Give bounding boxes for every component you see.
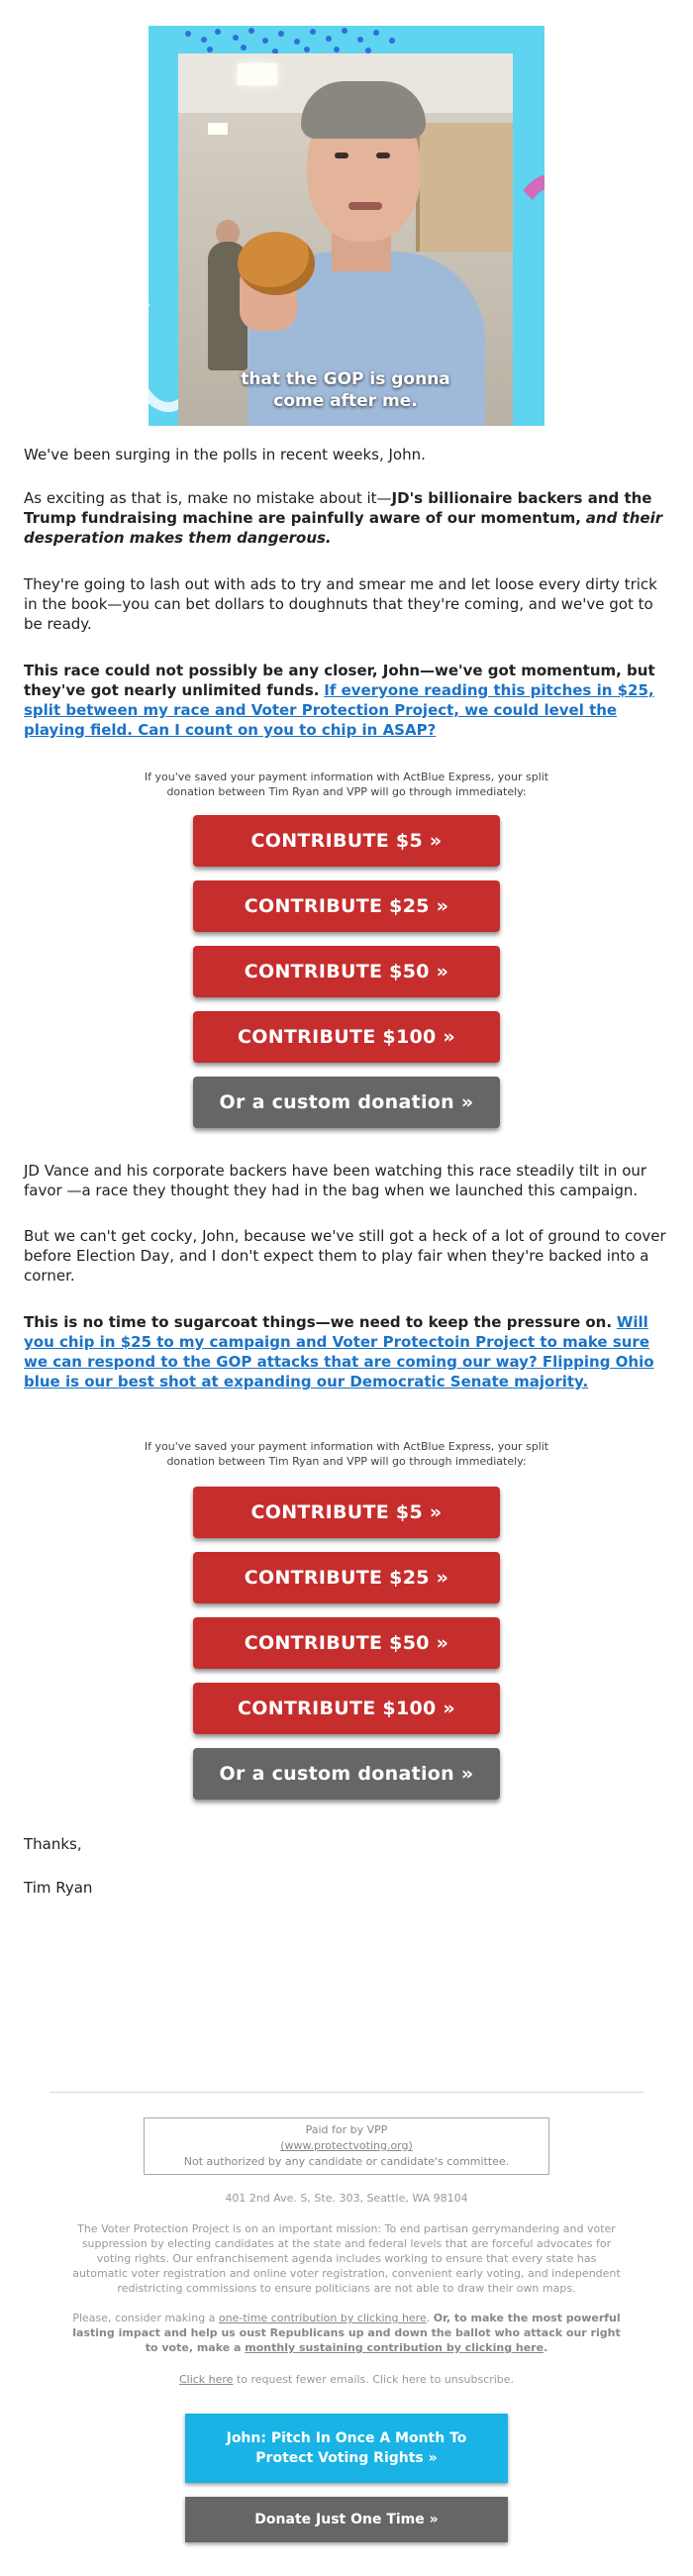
paragraph-ask-2: This is no time to sugarcoat things—we need to keep the pressure on. Will you chip in $25 to my campaign and Voter Protectoin Project to make sure we can respond to the GOP attacks that are coming our way? Flipping Ohio blue is our best shot at expanding our Democratic Senate majority. <box>24 1313 654 1391</box>
custom-donation-button-2[interactable]: Or a custom donation » <box>193 1748 500 1800</box>
signature: Tim Ryan <box>24 1879 93 1897</box>
contribution-appeal: Please, consider making a one-time contribution by clicking here. Or, to make the most powerful lasting impact and help us oust Republicans up and down the ballot who attack our right to vote, make a monthly sustaining contribution by clicking here. <box>72 2312 621 2354</box>
paragraph-intro: We've been surging in the polls in recent weeks, John. <box>24 446 426 464</box>
contribute-25-button-2[interactable]: CONTRIBUTE $25 » <box>193 1552 500 1603</box>
footer-divider <box>50 2092 644 2093</box>
one-time-contribution-link[interactable]: one-time contribution by clicking here <box>218 2312 427 2324</box>
site-link[interactable]: (www.protectvoting.org) <box>280 2139 413 2152</box>
monthly-donation-button[interactable]: John: Pitch In Once A Month To Protect Voting Rights » <box>185 2414 508 2483</box>
one-time-donation-button[interactable]: Donate Just One Time » <box>185 2497 508 2542</box>
contribute-50-button-2[interactable]: CONTRIBUTE $50 » <box>193 1617 500 1669</box>
contribute-25-button[interactable]: CONTRIBUTE $25 » <box>193 880 500 932</box>
paragraph-vance: JD Vance and his corporate backers have been watching this race steadily tilt in our favor —a race they thought they had in the bag when we launched this campaign. <box>24 1162 647 1199</box>
contribute-100-button-2[interactable]: CONTRIBUTE $100 » <box>193 1683 500 1734</box>
doughnut <box>238 232 315 295</box>
chip-in-link-2[interactable]: Will you chip in $25 to my campaign and Voter Protectoin Project to make sure we can respond to the GOP attacks that are coming our way? Flipping Ohio blue is our best shot at expanding our Democratic Senate majority. <box>24 1313 654 1391</box>
not-authorized-text: Not authorized by any candidate or candidate's committee. <box>183 2155 510 2168</box>
video-caption: that the GOP is gonna come after me. <box>241 369 450 411</box>
sign-off: Thanks, <box>24 1835 82 1853</box>
candidate-photo <box>178 53 513 426</box>
monthly-contribution-link[interactable]: monthly sustaining contribution by clicking here <box>245 2341 544 2354</box>
address: 401 2nd Ave. S, Ste. 303, Seattle, WA 98104 <box>225 2192 468 2205</box>
contribute-50-button[interactable]: CONTRIBUTE $50 » <box>193 946 500 997</box>
hero-image <box>148 26 544 426</box>
chip-in-link-1[interactable]: If everyone reading this pitches in $25, split between my race and Voter Protection Project, we could level the playing field. Can I count on you to chip in ASAP? <box>24 681 654 739</box>
email-preferences: Click here to request fewer emails. Click here to unsubscribe. <box>178 2373 515 2386</box>
paid-for-box <box>144 2117 549 2175</box>
actblue-note-1: If you've saved your payment information with ActBlue Express, your split donation between Tim Ryan and VPP will go through immediately: <box>144 771 549 798</box>
paragraph-momentum: As exciting as that is, make no mistake about it—JD's billionaire backers and the Trump fundraising machine are painfully aware of our momentum, and their desperation makes them dangerous. <box>24 489 663 547</box>
custom-donation-button[interactable]: Or a custom donation » <box>193 1077 500 1128</box>
paragraph-cocky: But we can't get cocky, John, because we've still got a heck of a lot of ground to cover before Election Day, and I don't expect them to play fair when they're backed into a corner. <box>24 1227 666 1285</box>
fewer-emails-link[interactable]: Click here <box>178 2373 234 2386</box>
paragraph-ask-1: This race could not possibly be any closer, John—we've got momentum, but they've got nearly unlimited funds. If everyone reading this pitches in $25, split between my race and Voter Protection Project, we could level the playing field. Can I count on you to chip in ASAP? <box>24 662 655 739</box>
paragraph-attacks: They're going to lash out with ads to try and smear me and let loose every dirty trick in the book—you can bet dollars to doughnuts that they're coming, and we've got to be ready. <box>24 575 657 633</box>
contribute-5-button-2[interactable]: CONTRIBUTE $5 » <box>193 1487 500 1538</box>
actblue-note-2: If you've saved your payment information with ActBlue Express, your split donation between Tim Ryan and VPP will go through immediately: <box>144 1440 549 1468</box>
contribute-100-button[interactable]: CONTRIBUTE $100 » <box>193 1011 500 1063</box>
mission-statement: The Voter Protection Project is on an important mission: To end partisan gerrymandering and voter suppression by electing candidates at the state and federal levels that are forceful advocates for voting rights. Our enfranchisement agenda includes working to ensure that every state has automatic voter registration and online voter registration, convenient early voting, and independent redistricting commissions to ensure politicians are not able to draw their own maps. <box>72 2222 621 2295</box>
paid-by-text: Paid for by VPP <box>305 2123 388 2136</box>
contribute-5-button[interactable]: CONTRIBUTE $5 » <box>193 815 500 867</box>
